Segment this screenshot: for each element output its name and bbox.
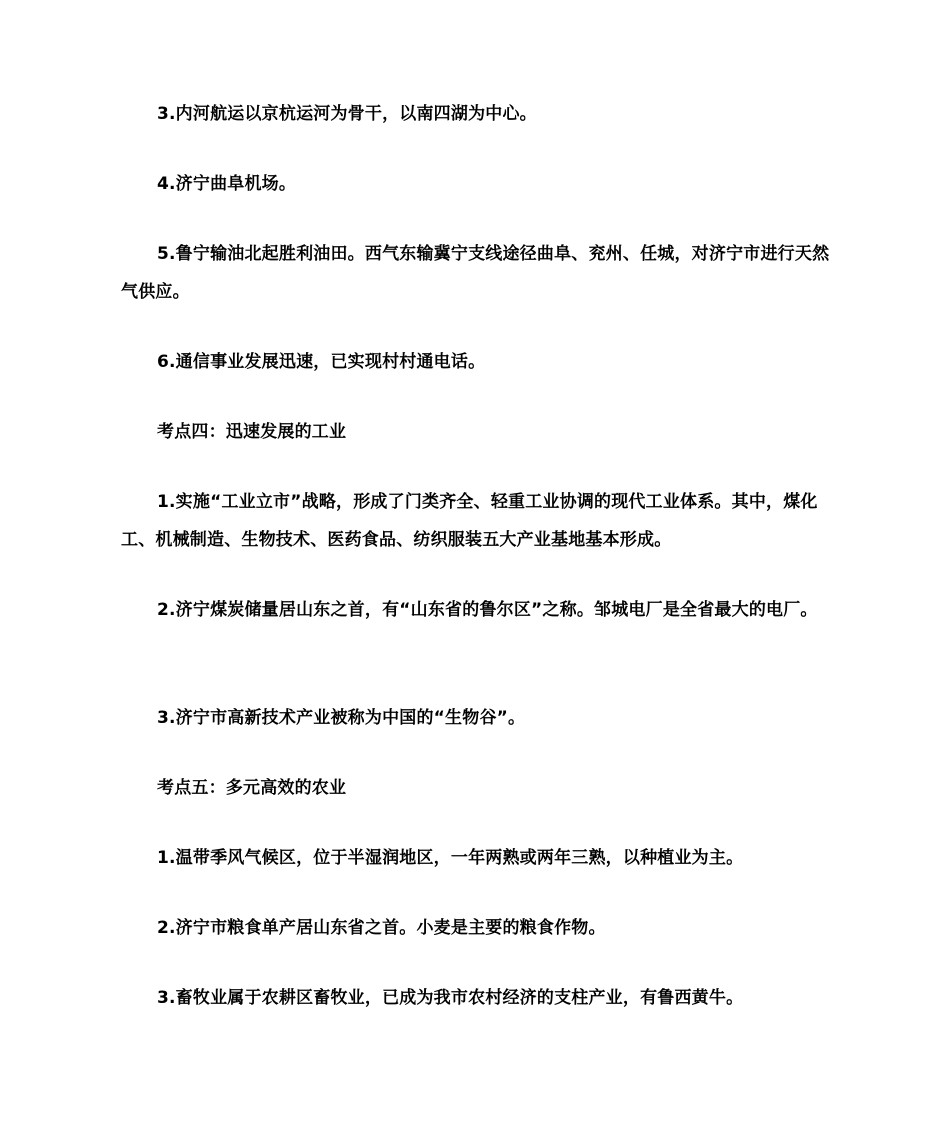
paragraph-pipeline-gas: 5.鲁宁输油北起胜利油田。西气东输冀宁支线途径曲阜、兖州、任城，对济宁市进行天然气供应。 — [121, 244, 830, 302]
section-heading-industry: 考点四：迅速发展的工业 — [157, 422, 347, 442]
paragraph-telecom: 6.通信事业发展迅速，已实现村村通电话。 — [157, 352, 486, 372]
paragraph-climate: 1.温带季风气候区，位于半湿润地区，一年两熟或两年三熟，以种植业为主。 — [157, 848, 744, 868]
paragraph-airport: 4.济宁曲阜机场。 — [157, 174, 297, 194]
paragraph-inland-shipping: 3.内河航运以京杭运河为骨干，以南四湖为中心。 — [157, 104, 537, 124]
paragraph-grain-yield: 2.济宁市粮食单产居山东省之首。小麦是主要的粮食作物。 — [157, 918, 606, 938]
paragraph-livestock: 3.畜牧业属于农耕区畜牧业，已成为我市农村经济的支柱产业，有鲁西黄牛。 — [157, 988, 744, 1008]
section-heading-agriculture: 考点五：多元高效的农业 — [157, 778, 347, 798]
paragraph-coal-reserves: 2.济宁煤炭储量居山东之首，有“山东省的鲁尔区”之称。邹城电厂是全省最大的电厂。 — [157, 600, 818, 620]
paragraph-biotech-valley: 3.济宁市高新技术产业被称为中国的“生物谷”。 — [157, 708, 526, 728]
paragraph-industry-strategy: 1.实施“工业立市”战略，形成了门类齐全、轻重工业协调的现代工业体系。其中，煤化工、机械制造、生物技术、医药食品、纺织服装五大产业基地基本形成。 — [121, 492, 818, 550]
